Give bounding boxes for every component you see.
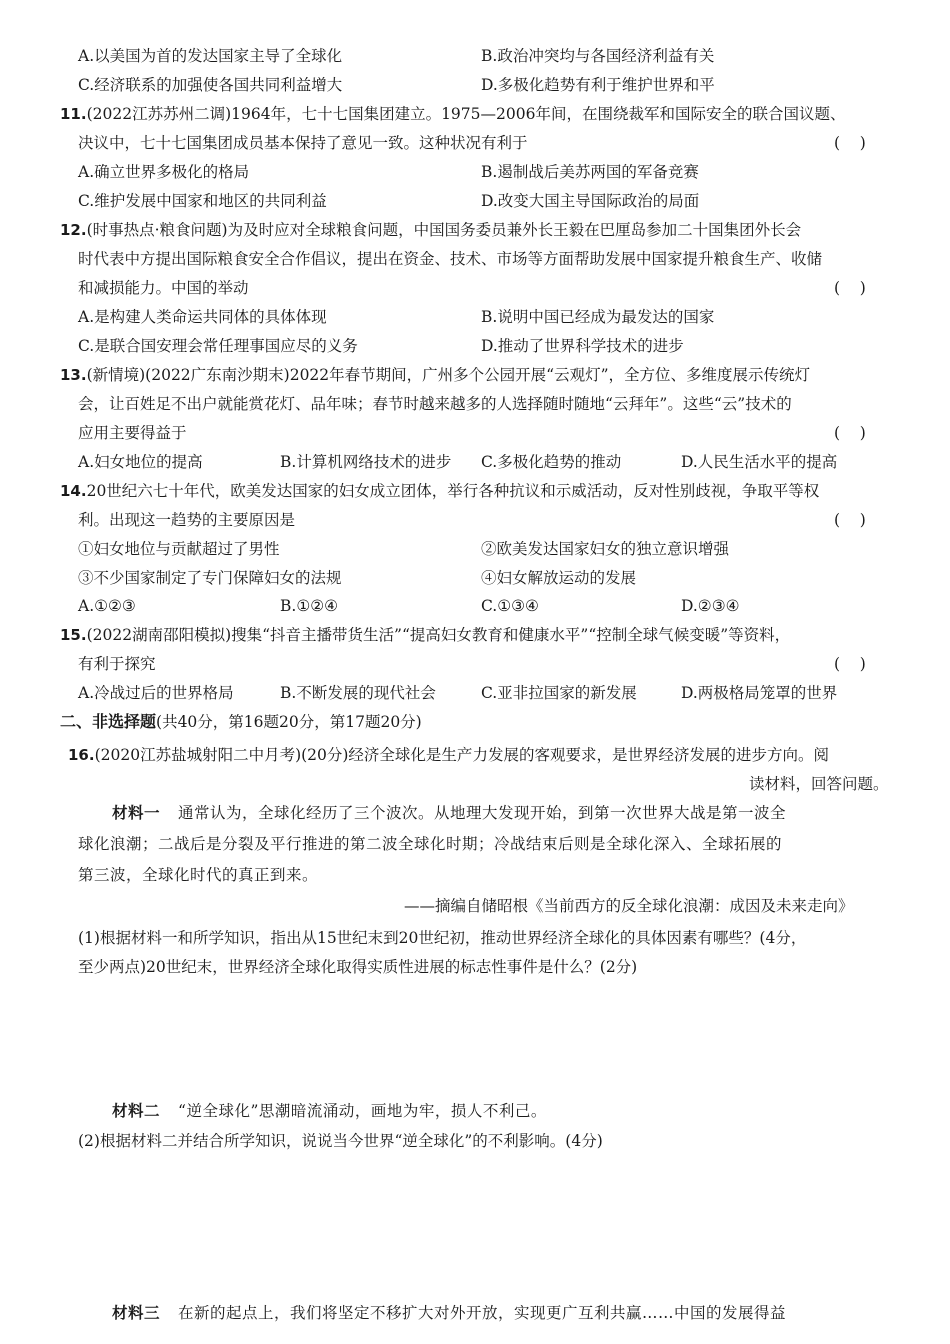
q13-option-d: D.人民生活水平的提高 [681,453,838,471]
section-heading [60,711,422,733]
q16-number: 16. [68,746,95,764]
q14-option-a: A.①②③ [78,597,136,615]
material-3-line: 材料三 在新的起点上，我们将坚定不移扩大对外开放，实现更广互利共赢……中国的发展得益 [112,1304,787,1322]
q12-number: 12. [60,221,87,239]
q15-option-b: B.不断发展的现代社会 [280,684,436,702]
section-note: (共40分，第16题20分，第17题20分) [156,713,422,731]
q14-item-3: ③不少国家制定了专门保障妇女的法规 [78,569,342,587]
q10-option-a: A.以美国为首的发达国家主导了全球化 [78,47,343,65]
q13-stem-line3: 应用主要得益于 [78,424,187,442]
q10-option-d: D.多极化趋势有利于维护世界和平 [481,76,715,94]
q15-option-d: D.两极格局笼罩的世界 [681,684,838,702]
q11-option-a: A.确立世界多极化的格局 [78,163,250,181]
q15-option-c: C.亚非拉国家的新发展 [481,684,637,702]
q10-option-b: B.政治冲突均与各国经济利益有关 [481,47,715,65]
q14-number: 14. [60,482,87,500]
q12-option-c: C.是联合国安理会常任理事国应尽的义务 [78,337,358,355]
q11-stem-line2: 决议中，七十七国集团成员基本保持了意见一致。这种状况有利于 [78,134,528,152]
q13-option-b: B.计算机网络技术的进步 [280,453,452,471]
q12-stem-line3: 和减损能力。中国的举动 [78,279,249,297]
q11-answer-paren: ( ) [834,134,866,152]
q14-answer-paren: ( ) [834,511,866,529]
q11-option-c: C.维护发展中国家和地区的共同利益 [78,192,327,210]
q13-stem-line1: 13.(新情境)(2022广东南沙期末)2022年春节期间，广州多个公园开展“云观灯”，全方位、多维度展示传统灯 [60,366,811,384]
q12-option-b: B.说明中国已经成为最发达的国家 [481,308,715,326]
q13-answer-paren: ( ) [834,424,866,442]
q14-option-b: B.①②④ [280,597,339,615]
material-1-source: ——摘编自储昭根《当前西方的反全球化浪潮：成因及未来走向》 [404,897,854,915]
q16-sub2: (2)根据材料二并结合所学知识，说说当今世界“逆全球化”的不利影响。(4分) [78,1132,603,1150]
material-1-line1: 材料一 通常认为，全球化经历了三个波次。从地理大发现开始，到第一次世界大战是第一波全 [112,804,787,822]
q14-option-c: C.①③④ [481,597,539,615]
q15-stem-line2: 有利于探究 [78,655,156,673]
q13-option-c: C.多极化趋势的推动 [481,453,622,471]
material-2-line: 材料二 “逆全球化”思潮暗流涌动，画地为牢，损人不利己。 [112,1102,547,1120]
q12-option-d: D.推动了世界科学技术的进步 [481,337,684,355]
material-1-line3: 第三波，全球化时代的真正到来。 [78,866,319,884]
q11-option-d: D.改变大国主导国际政治的局面 [481,192,700,210]
q16-sub1-line1: (1)根据材料一和所学知识，指出从15世纪末到20世纪初，推动世界经济全球化的具体因素有哪些？(4分， [78,929,807,947]
q11-number: 11. [60,105,87,123]
q14-option-d: D.②③④ [681,597,740,615]
q15-number: 15. [60,626,87,644]
q12-stem-line1: 12.(时事热点·粮食问题)为及时应对全球粮食问题，中国国务委员兼外长王毅在巴厘岛参加二十国集团外长会 [60,221,802,239]
q11-stem-line1: 11.(2022江苏苏州二调)1964年，七十七国集团建立。1975—2006年间，在围绕裁军和国际安全的联合国议题、 [60,105,846,123]
q12-option-a: A.是构建人类命运共同体的具体体现 [78,308,327,326]
q10-option-c: C.经济联系的加强使各国共同利益增大 [78,76,343,94]
q11-option-b: B.遏制战后美苏两国的军备竞赛 [481,163,699,181]
q14-stem-line2: 利。出现这一趋势的主要原因是 [78,511,296,529]
q12-stem-line2: 时代表中方提出国际粮食安全合作倡议，提出在资金、技术、市场等方面帮助发展中国家提升粮食生产、收储 [78,250,823,268]
q15-answer-paren: ( ) [834,655,866,673]
q16-stem-line2: 读材料，回答问题。 [749,775,889,793]
q13-stem-line2: 会，让百姓足不出户就能赏花灯、品年味；春节时越来越多的人选择随时随地“云拜年”。这些“云”技术的 [78,395,792,413]
q14-stem-line1: 14.20世纪六七十年代，欧美发达国家的妇女成立团体，举行各种抗议和示威活动，反对性别歧视，争取平等权 [60,482,820,500]
q14-item-4: ④妇女解放运动的发展 [481,569,637,587]
q13-option-a: A.妇女地位的提高 [78,453,203,471]
q14-item-2: ②欧美发达国家妇女的独立意识增强 [481,540,730,558]
section-title: 二、非选择题 [60,712,157,731]
material-1-line2: 球化浪潮；二战后是分裂及平行推进的第二波全球化时期；冷战结束后则是全球化深入、全球拓展的 [78,835,783,853]
q12-answer-paren: ( ) [834,279,866,297]
material-3-label: 材料三 [112,1304,161,1322]
material-2-label: 材料二 [112,1102,161,1120]
q16-sub1-line2: 至少两点)20世纪末，世界经济全球化取得实质性进展的标志性事件是什么？(2分) [78,958,638,976]
q13-number: 13. [60,366,87,384]
q14-item-1: ①妇女地位与贡献超过了男性 [78,540,280,558]
q15-option-a: A.冷战过后的世界格局 [78,684,234,702]
q16-stem-line1: 16.(2020江苏盐城射阳二中月考)(20分)经济全球化是生产力发展的客观要求，是世界经济发展的进步方向。阅 [68,746,829,764]
material-1-label: 材料一 [112,804,161,822]
q15-stem-line1: 15.(2022湖南邵阳模拟)搜集“抖音主播带货生活”“提高妇女教育和健康水平”“控制全球气候变暖”等资料， [60,626,791,644]
